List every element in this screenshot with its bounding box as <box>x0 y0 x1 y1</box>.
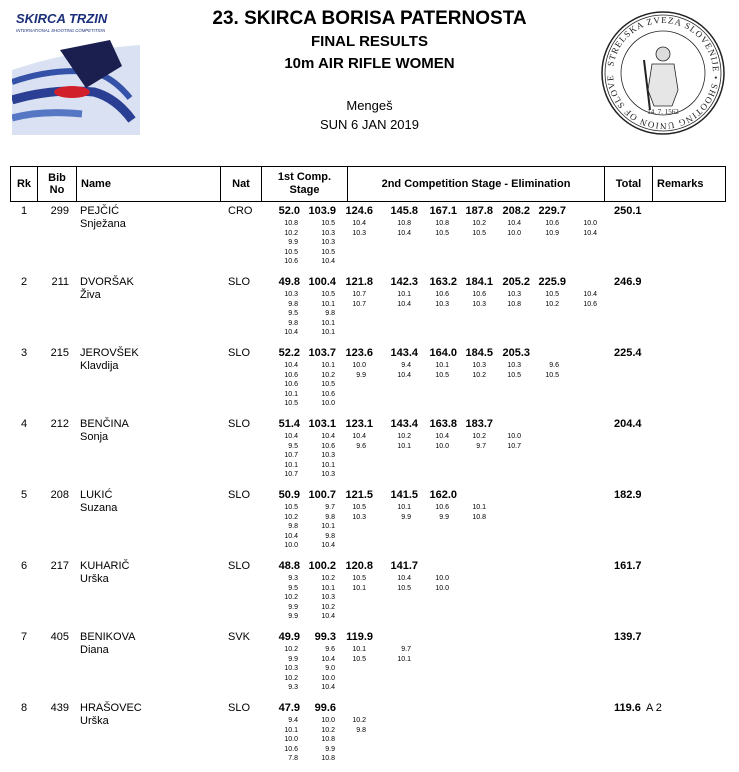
elimination-score: 141.7 <box>390 560 418 572</box>
stage1-series1: 47.9 <box>278 702 300 714</box>
stage1-series1: 49.8 <box>278 276 300 288</box>
shot-score: 10.9 <box>545 229 559 237</box>
shot-score: 10.4 <box>321 684 335 691</box>
table-row <box>0 418 739 489</box>
elimination-score: 121.5 <box>345 489 373 501</box>
rank: 7 <box>21 631 28 643</box>
table-row <box>0 276 739 347</box>
shot-score: 10.0 <box>435 575 449 582</box>
nation: SLO <box>228 276 251 288</box>
shot-score: 10.5 <box>284 400 298 407</box>
nation: CRO <box>228 205 253 217</box>
shot-score: 9.0 <box>325 665 335 672</box>
shot-score: 10.4 <box>397 575 411 582</box>
shot-score: 9.6 <box>325 646 335 653</box>
shot-score: 9.7 <box>401 646 411 653</box>
stage1-series2: 100.7 <box>308 489 336 501</box>
location: Mengeš <box>346 98 393 113</box>
shot-score: 10.6 <box>435 504 449 511</box>
stage1-series2: 100.2 <box>308 560 336 572</box>
shot-score: 10.8 <box>507 300 521 308</box>
shot-score: 10.4 <box>352 220 366 227</box>
shot-score: 10.4 <box>507 220 521 227</box>
athlete-first-name: Urška <box>80 715 109 727</box>
elimination-score: 225.9 <box>538 276 566 288</box>
elimination-score: 162.0 <box>429 489 457 501</box>
shot-score: 10.0 <box>435 584 449 592</box>
elimination-score: 143.4 <box>390 347 418 359</box>
shot-score: 10.1 <box>321 584 335 592</box>
table-row <box>0 631 739 702</box>
shot-score: 10.1 <box>321 461 335 469</box>
shot-score: 10.3 <box>435 300 449 308</box>
shot-score: 9.8 <box>288 523 298 530</box>
stage1-series1: 52.0 <box>278 205 300 217</box>
col-first-stage: 1st Comp. Stage <box>262 167 348 201</box>
athlete-name <box>80 276 134 302</box>
shot-score: 10.6 <box>545 220 559 227</box>
elimination-score: 184.1 <box>465 276 493 288</box>
shot-score: 10.2 <box>321 726 335 734</box>
shot-score: 10.3 <box>284 665 298 672</box>
stage1-series2: 103.7 <box>308 347 336 359</box>
athlete-surname: LUKIĆ <box>80 489 113 501</box>
shot-score: 10.2 <box>284 513 298 521</box>
athlete-surname: JEROVŠEK <box>80 347 139 359</box>
shot-score: 7.8 <box>288 755 298 762</box>
shot-score: 10.1 <box>321 362 335 369</box>
athlete-first-name: Živa <box>80 289 101 301</box>
athlete-name <box>80 489 117 515</box>
shot-score: 10.3 <box>352 229 366 237</box>
shot-score: 10.2 <box>284 646 298 653</box>
stage1-series1: 48.8 <box>278 560 300 572</box>
shot-score: 9.9 <box>288 613 298 620</box>
shot-score: 10.1 <box>284 461 298 469</box>
col-rank: Rk <box>11 167 38 201</box>
shot-score: 10.3 <box>321 239 335 246</box>
athlete-name <box>80 205 126 231</box>
shot-score: 10.4 <box>583 291 597 298</box>
shot-score: 10.8 <box>472 513 486 521</box>
athlete-name <box>80 702 142 728</box>
shot-score: 10.4 <box>397 300 411 308</box>
shot-score: 10.4 <box>284 433 298 440</box>
stage1-series1: 52.2 <box>278 347 300 359</box>
elimination-score: 205.2 <box>502 276 530 288</box>
shot-score: 10.1 <box>397 442 411 450</box>
shot-score: 10.0 <box>507 229 521 237</box>
shot-score: 10.4 <box>321 613 335 620</box>
shot-score: 9.9 <box>325 745 335 753</box>
shot-score: 10.0 <box>435 442 449 450</box>
shot-score: 10.3 <box>284 291 298 298</box>
shot-score: 10.5 <box>321 220 335 227</box>
athlete-first-name: Sonja <box>80 431 109 443</box>
shot-score: 9.5 <box>288 442 298 450</box>
stage1-series2: 103.9 <box>308 205 336 217</box>
stage1-series2: 103.1 <box>308 418 336 430</box>
athlete-surname: DVORŠAK <box>80 276 134 288</box>
shot-score: 10.2 <box>284 674 298 682</box>
elimination-score: 143.4 <box>390 418 418 430</box>
shot-score: 9.8 <box>325 513 335 521</box>
shot-score: 10.5 <box>435 229 449 237</box>
shot-score: 10.5 <box>397 584 411 592</box>
col-name: Name <box>77 167 221 201</box>
shot-score: 10.6 <box>435 291 449 298</box>
total-score: 119.6 <box>614 702 641 714</box>
total-score: 139.7 <box>614 631 642 643</box>
athlete-first-name: Diana <box>80 644 109 656</box>
nation: SVK <box>228 631 251 643</box>
shot-score: 10.7 <box>284 452 298 459</box>
shot-score: 10.5 <box>321 291 335 298</box>
shot-score: 10.2 <box>472 433 486 440</box>
shot-score: 10.0 <box>284 542 298 549</box>
shot-score: 9.8 <box>325 310 335 317</box>
total-score: 182.9 <box>614 489 642 501</box>
shot-score: 9.8 <box>356 726 366 734</box>
shot-score: 10.4 <box>284 329 298 336</box>
shot-score: 9.9 <box>401 513 411 521</box>
table-row <box>0 489 739 560</box>
nation: SLO <box>228 418 251 430</box>
shot-score: 10.3 <box>352 513 366 521</box>
shot-score: 9.8 <box>288 319 298 327</box>
shot-score: 10.4 <box>435 433 449 440</box>
shot-score: 10.3 <box>321 229 335 237</box>
elimination-score: 187.8 <box>465 205 493 217</box>
elimination-score: 120.8 <box>345 560 373 572</box>
shot-score: 9.3 <box>288 684 298 691</box>
elimination-score: 141.5 <box>390 489 418 501</box>
bib-number: 211 <box>51 276 69 288</box>
logo-subtitle: INTERNATIONAL SHOOTING COMPETITION <box>16 28 106 33</box>
table-row <box>0 205 739 276</box>
shot-score: 10.8 <box>321 736 335 743</box>
athlete-name <box>80 560 130 586</box>
elimination-score: 163.2 <box>429 276 457 288</box>
shot-score: 10.8 <box>284 220 298 227</box>
shot-score: 9.8 <box>325 532 335 540</box>
shot-score: 10.1 <box>397 504 411 511</box>
rank: 2 <box>21 276 28 288</box>
shot-score: 10.4 <box>397 229 411 237</box>
shot-score: 10.1 <box>321 523 335 530</box>
shot-score: 10.5 <box>435 371 449 379</box>
rank: 1 <box>21 205 28 217</box>
col-bib: Bib No <box>38 167 77 201</box>
shot-score: 10.4 <box>321 542 335 549</box>
shot-score: 10.3 <box>472 300 486 308</box>
shot-score: 10.2 <box>284 229 298 237</box>
shot-score: 9.9 <box>356 371 366 379</box>
shot-score: 10.8 <box>435 220 449 227</box>
competition-title: 23. SKIRCA BORISA PATERNOSTA <box>212 8 527 29</box>
shot-score: 10.0 <box>507 433 521 440</box>
shot-score: 10.6 <box>321 442 335 450</box>
shot-score: 10.2 <box>284 594 298 601</box>
bib-number: 212 <box>50 418 69 430</box>
shot-score: 10.0 <box>321 400 335 407</box>
bib-number: 215 <box>50 347 69 359</box>
shot-score: 10.5 <box>321 381 335 388</box>
total-score: 161.7 <box>614 560 642 572</box>
athlete-name <box>80 347 139 373</box>
shot-score: 9.3 <box>288 575 298 582</box>
shot-score: 10.0 <box>352 362 366 369</box>
shot-score: 10.3 <box>507 291 521 298</box>
shot-score: 10.8 <box>321 755 335 762</box>
rank: 4 <box>21 418 28 430</box>
shot-score: 10.4 <box>352 433 366 440</box>
seal-text: STRELSKA ZVEZA SLOVENIJE • SHOOTING UNION OF SLOVE <box>604 14 722 132</box>
elimination-score: 145.8 <box>390 205 418 217</box>
table-row <box>0 702 739 772</box>
shot-score: 10.6 <box>284 381 298 388</box>
shot-score: 10.1 <box>435 362 449 369</box>
bib-number: 217 <box>50 560 69 572</box>
shot-score: 10.3 <box>507 362 521 369</box>
athlete-surname: PEJČIĆ <box>80 205 120 217</box>
stage1-series1: 51.4 <box>278 418 300 430</box>
elimination-score: 123.1 <box>345 418 373 430</box>
elimination-score: 119.9 <box>346 631 373 643</box>
total-score: 246.9 <box>614 276 642 288</box>
stage1-series1: 50.9 <box>278 489 300 501</box>
shot-score: 10.4 <box>321 258 335 265</box>
shot-score: 10.6 <box>321 390 335 398</box>
shot-score: 10.8 <box>397 220 411 227</box>
rank: 5 <box>21 489 28 501</box>
athlete-first-name: Urška <box>80 573 109 585</box>
rank: 8 <box>21 702 28 714</box>
shot-score: 10.6 <box>284 258 298 265</box>
bib-number: 439 <box>50 702 69 714</box>
shooting-union-seal <box>600 10 726 136</box>
shot-score: 10.3 <box>321 452 335 459</box>
shot-score: 10.5 <box>507 371 521 379</box>
shot-score: 10.4 <box>397 371 411 379</box>
shot-score: 9.9 <box>439 513 449 521</box>
shot-score: 10.2 <box>321 603 335 611</box>
col-remarks: Remarks <box>657 178 704 190</box>
elimination-score: 121.8 <box>345 276 373 288</box>
shot-score: 10.7 <box>352 291 366 298</box>
shot-score: 9.6 <box>356 442 366 450</box>
shot-score: 10.6 <box>284 371 298 379</box>
stage1-series2: 100.4 <box>308 276 336 288</box>
shot-score: 10.6 <box>284 745 298 753</box>
remarks: A 2 <box>646 702 662 714</box>
col-second-stage: 2nd Competition Stage - Elimination <box>348 167 605 201</box>
table-row <box>0 560 739 631</box>
elimination-score: 183.7 <box>465 418 493 430</box>
shot-score: 9.4 <box>401 362 411 369</box>
shot-score: 10.5 <box>284 248 298 256</box>
elimination-score: 163.8 <box>429 418 457 430</box>
shot-score: 9.5 <box>288 584 298 592</box>
elimination-score: 124.6 <box>345 205 373 217</box>
shot-score: 10.2 <box>321 575 335 582</box>
bib-number: 405 <box>50 631 69 643</box>
elimination-score: 208.2 <box>502 205 530 217</box>
stage1-series2: 99.6 <box>314 702 336 714</box>
elimination-score: 167.1 <box>429 205 457 217</box>
rank: 6 <box>21 560 28 572</box>
shot-score: 10.4 <box>284 532 298 540</box>
shot-score: 10.1 <box>397 655 411 663</box>
shot-score: 10.5 <box>352 655 366 663</box>
shot-score: 10.1 <box>352 646 366 653</box>
elimination-score: 123.6 <box>345 347 373 359</box>
shot-score: 10.1 <box>321 329 335 336</box>
nation: SLO <box>228 347 251 359</box>
elimination-score: 164.0 <box>429 347 457 359</box>
shot-score: 10.5 <box>284 504 298 511</box>
shot-score: 9.8 <box>288 300 298 308</box>
shot-score: 10.1 <box>472 504 486 511</box>
athlete-first-name: Klavdija <box>80 360 119 372</box>
shot-score: 10.5 <box>321 248 335 256</box>
shot-score: 10.1 <box>352 584 366 592</box>
col-total: Total <box>605 167 653 201</box>
shot-score: 10.1 <box>397 291 411 298</box>
rank: 3 <box>21 347 28 359</box>
shot-score: 10.2 <box>321 371 335 379</box>
table-row <box>0 347 739 418</box>
shot-score: 10.0 <box>321 717 335 724</box>
shot-score: 10.5 <box>352 504 366 511</box>
shot-score: 10.1 <box>284 390 298 398</box>
date: SUN 6 JAN 2019 <box>320 117 419 132</box>
bib-number: 299 <box>50 205 69 217</box>
shot-score: 10.5 <box>545 291 559 298</box>
shot-score: 10.2 <box>472 371 486 379</box>
nation: SLO <box>228 489 251 501</box>
shot-score: 10.0 <box>321 674 335 682</box>
total-score: 204.4 <box>614 418 642 430</box>
shot-score: 10.7 <box>284 471 298 478</box>
shot-score: 10.2 <box>397 433 411 440</box>
shot-score: 10.1 <box>321 319 335 327</box>
shot-score: 9.6 <box>549 362 559 369</box>
nation: SLO <box>228 702 251 714</box>
shot-score: 10.1 <box>321 300 335 308</box>
elimination-score: 142.3 <box>390 276 418 288</box>
shot-score: 9.9 <box>288 603 298 611</box>
athlete-first-name: Suzana <box>80 502 118 514</box>
shot-score: 10.4 <box>583 229 597 237</box>
elimination-score: 229.7 <box>538 205 566 217</box>
shot-score: 10.7 <box>352 300 366 308</box>
shot-score: 10.0 <box>583 220 597 227</box>
shot-score: 10.0 <box>284 736 298 743</box>
shot-score: 10.5 <box>545 371 559 379</box>
shot-score: 10.3 <box>472 362 486 369</box>
shot-score: 10.1 <box>284 726 298 734</box>
athlete-surname: BENIKOVA <box>80 631 136 643</box>
bib-number: 208 <box>50 489 69 501</box>
athlete-surname: KUHARIČ <box>80 560 130 572</box>
shot-score: 10.4 <box>284 362 298 369</box>
shot-score: 9.4 <box>288 717 298 724</box>
stage1-series1: 49.9 <box>278 631 300 643</box>
col-nat: Nat <box>221 167 262 201</box>
shot-score: 9.9 <box>288 239 298 246</box>
athlete-name <box>80 631 135 657</box>
logo-title: SKIRCA TRZIN <box>16 11 108 26</box>
shot-score: 9.7 <box>476 442 486 450</box>
results-subtitle: FINAL RESULTS <box>311 33 428 50</box>
nation: SLO <box>228 560 251 572</box>
shot-score: 10.4 <box>321 655 335 663</box>
shot-score: 10.3 <box>321 594 335 601</box>
elimination-score: 184.5 <box>465 347 493 359</box>
shot-score: 10.2 <box>352 717 366 724</box>
shot-score: 10.3 <box>321 471 335 478</box>
athlete-surname: BENČINA <box>80 418 129 430</box>
shot-score: 10.2 <box>472 220 486 227</box>
elimination-score: 205.3 <box>502 347 530 359</box>
shot-score: 9.9 <box>288 655 298 663</box>
shot-score: 10.5 <box>472 229 486 237</box>
shot-score: 10.4 <box>321 433 335 440</box>
athlete-first-name: Snježana <box>80 218 126 230</box>
shot-score: 9.5 <box>288 310 298 317</box>
shot-score: 9.7 <box>325 504 335 511</box>
event-name: 10m AIR RIFLE WOMEN <box>284 55 455 72</box>
stage1-series2: 99.3 <box>314 631 336 643</box>
total-score: 225.4 <box>614 347 642 359</box>
shot-score: 10.6 <box>472 291 486 298</box>
shot-score: 10.2 <box>545 300 559 308</box>
seal-year: 14. 7. 1562 <box>647 108 679 116</box>
athlete-name <box>80 418 129 444</box>
results-table-header <box>10 166 726 202</box>
shot-score: 10.5 <box>352 575 366 582</box>
shot-score: 10.7 <box>507 442 521 450</box>
total-score: 250.1 <box>614 205 642 217</box>
athlete-surname: HRAŠOVEC <box>80 702 142 714</box>
shot-score: 10.6 <box>583 300 597 308</box>
